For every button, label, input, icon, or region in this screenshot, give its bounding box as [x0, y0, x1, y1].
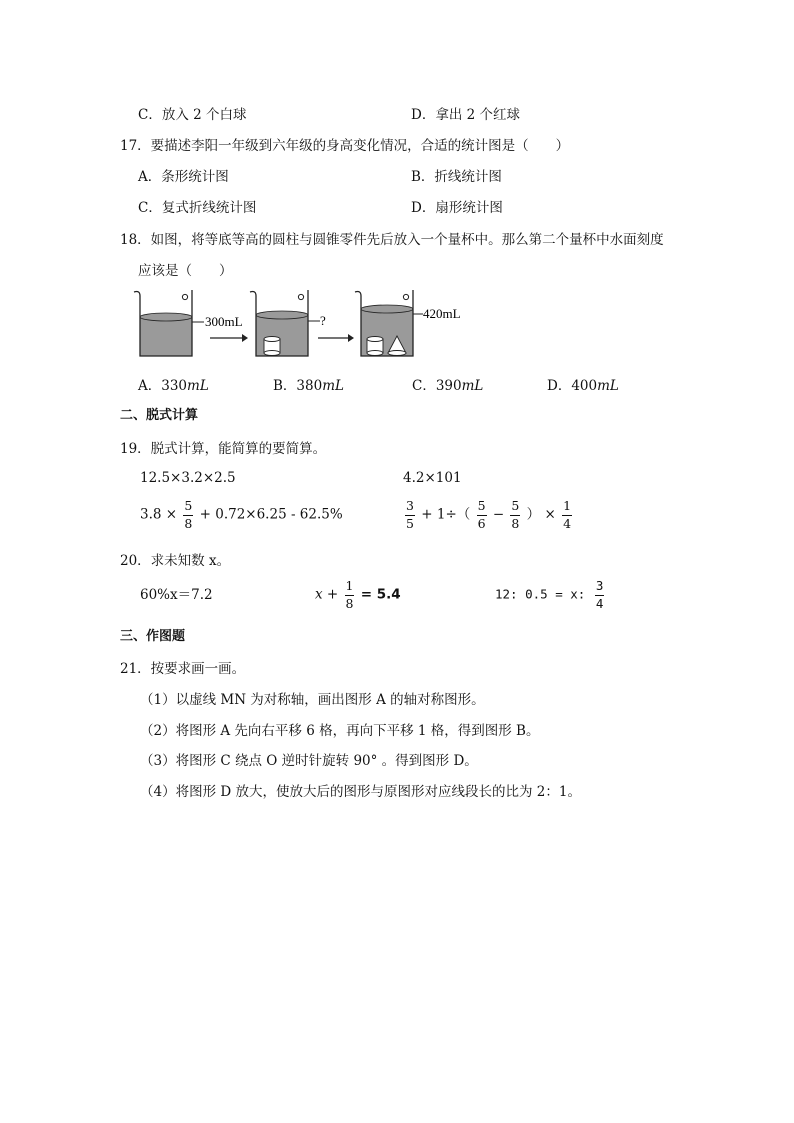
- label-420ml: 420mL: [423, 306, 461, 321]
- section-3-heading: 三、作图题: [120, 629, 186, 644]
- q18-stem-line2: 应该是（ ）: [138, 263, 233, 279]
- beakers-figure: [130, 284, 480, 366]
- q19-expr-2: 4.2×101: [403, 470, 462, 486]
- beaker-1-water: [140, 316, 192, 356]
- label-300ml: 300mL: [205, 314, 243, 329]
- q16-option-d: D．拿出 2 个红球: [411, 107, 520, 123]
- q18-option-d: D．400mL: [547, 378, 619, 394]
- q20-eq-1: 60%x＝7.2: [140, 587, 213, 603]
- q18-option-b: B．380mL: [273, 378, 344, 394]
- arrow-2: [318, 334, 354, 342]
- label-question: ?: [320, 313, 326, 328]
- beaker-1: [134, 290, 243, 356]
- q20-stem: 20．求未知数 x。: [120, 553, 231, 569]
- q21-step-1: （1）以虚线 MN 为对称轴，画出图形 A 的轴对称图形。: [140, 692, 485, 708]
- beaker-3: [355, 290, 461, 356]
- cylinder-part: [264, 337, 280, 356]
- q18-option-c: C．390mL: [412, 378, 484, 394]
- q17-option-b: B．折线统计图: [411, 169, 502, 185]
- arrow-1: [210, 334, 248, 342]
- beaker-2: [250, 290, 326, 356]
- q19-stem: 19．脱式计算，能简算的要简算。: [120, 441, 327, 457]
- cylinder-part-2: [367, 337, 383, 356]
- q21-step-2: （2）将图形 A 先向右平移 6 格，再向下平移 1 格，得到图形 B。: [140, 723, 540, 739]
- q18-stem-line1: 18．如图，将等底等高的圆柱与圆锥零件先后放入一个量杯中。那么第二个量杯中水面刻度: [120, 232, 664, 248]
- q21-stem: 21．按要求画一画。: [120, 661, 246, 677]
- q16-option-c: C．放入 2 个白球: [138, 107, 247, 123]
- q17-stem: 17．要描述李阳一年级到六年级的身高变化情况，合适的统计图是（ ）: [120, 138, 570, 154]
- q18-option-a: A．330mL: [138, 378, 209, 394]
- q20-eq-3: 12: 0.5 = x: $\frac{3}{4}$: [495, 578, 604, 611]
- q17-option-a: A．条形统计图: [138, 169, 229, 185]
- q19-expr-4: $\frac{3}{5}$ + 1÷（ $\frac{5}{6}$ − $\frac{5}{8}$ ） × $\frac{1}{4}$: [406, 498, 572, 531]
- section-2-heading: 二、脱式计算: [120, 408, 199, 423]
- q21-step-3: （3）将图形 C 绕点 O 逆时针旋转 90° 。得到图形 D。: [140, 753, 478, 769]
- q20-eq-2: x + $\frac{1}{8}$ = 5.4: [315, 578, 401, 611]
- fraction-5-8: $\frac{5}{8}$: [184, 498, 193, 531]
- q17-option-c: C．复式折线统计图: [138, 200, 257, 216]
- q19-expr-3: 3.8 × $\frac{5}{8}$ + 0.72×6.25 - 62.5%: [140, 498, 343, 531]
- q17-option-d: D．扇形统计图: [411, 200, 503, 216]
- q19-expr-1: 12.5×3.2×2.5: [140, 470, 236, 486]
- q21-step-4: （4）将图形 D 放大，使放大后的图形与原图形对应线段长的比为 2：1。: [140, 784, 581, 800]
